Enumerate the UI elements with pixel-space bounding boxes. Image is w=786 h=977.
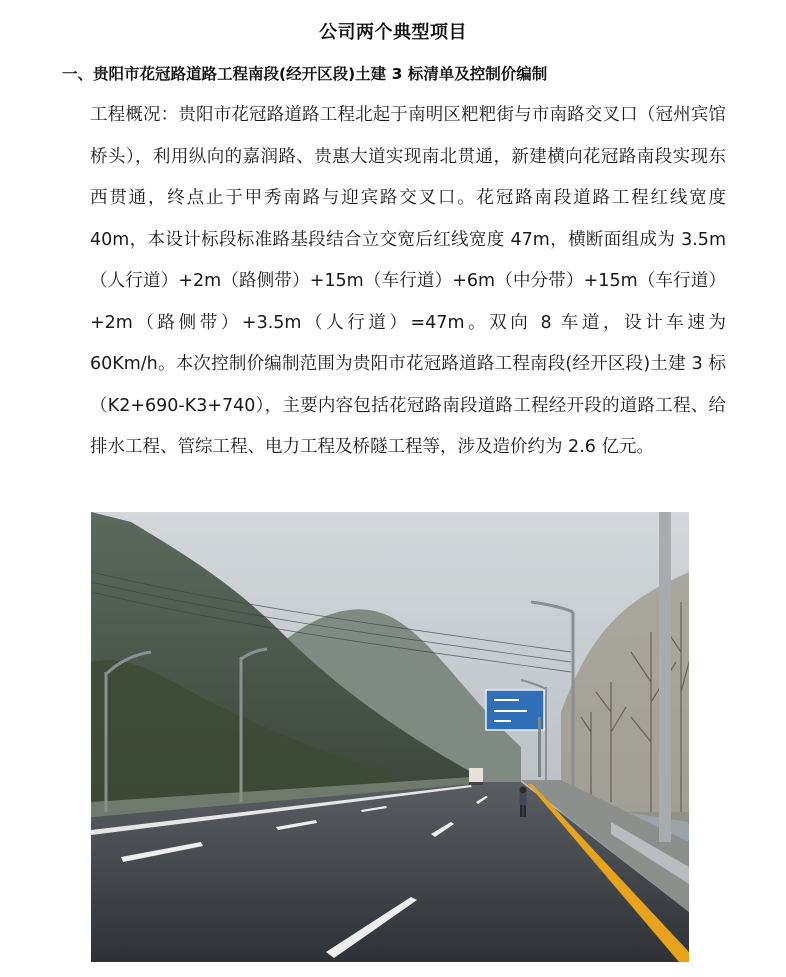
document-title: 公司两个典型项目	[319, 22, 467, 43]
road-photo	[91, 512, 689, 962]
sign-post	[538, 717, 541, 777]
distant-truck	[469, 768, 483, 784]
section-heading: 一、贵阳市花冠路道路工程南段(经开区段)土建 3 标清单及控制价编制	[62, 65, 548, 83]
road-photo-illustration	[91, 512, 689, 962]
project-overview-paragraph: 工程概况：贵阳市花冠路道路工程北起于南明区粑粑街与市南路交叉口（冠州宾馆桥头），利用纵向的嘉润路、贵惠大道实现南北贯通，新建横向花冠路南段实现东西贯通，终点止于甲秀南路与迎宾路交叉口。花冠路南段道路工程红线宽度 40m，本设计标段标准路基段结合立交宽后红线宽度 47m，横断面组成为 3.5m（人行道）+2m（路侧带）+15m（车行道）+6m（中分带）+15m（车行道）+2m（路侧带）+3.5m（人行道）=47m。双向 8 车道，设计车速为 60Km/h。本次控制价编制范围为贵阳市花冠路道路工程南段(经开区段)土建 3 标（K2+690-K3+740），主要内容包括花冠路南段道路工程经开段的道路工程、给排水工程、管综工程、电力工程及桥隧工程等，涉及造价约为 2.6 亿元。	[90, 105, 726, 457]
utility-pole	[659, 512, 671, 842]
